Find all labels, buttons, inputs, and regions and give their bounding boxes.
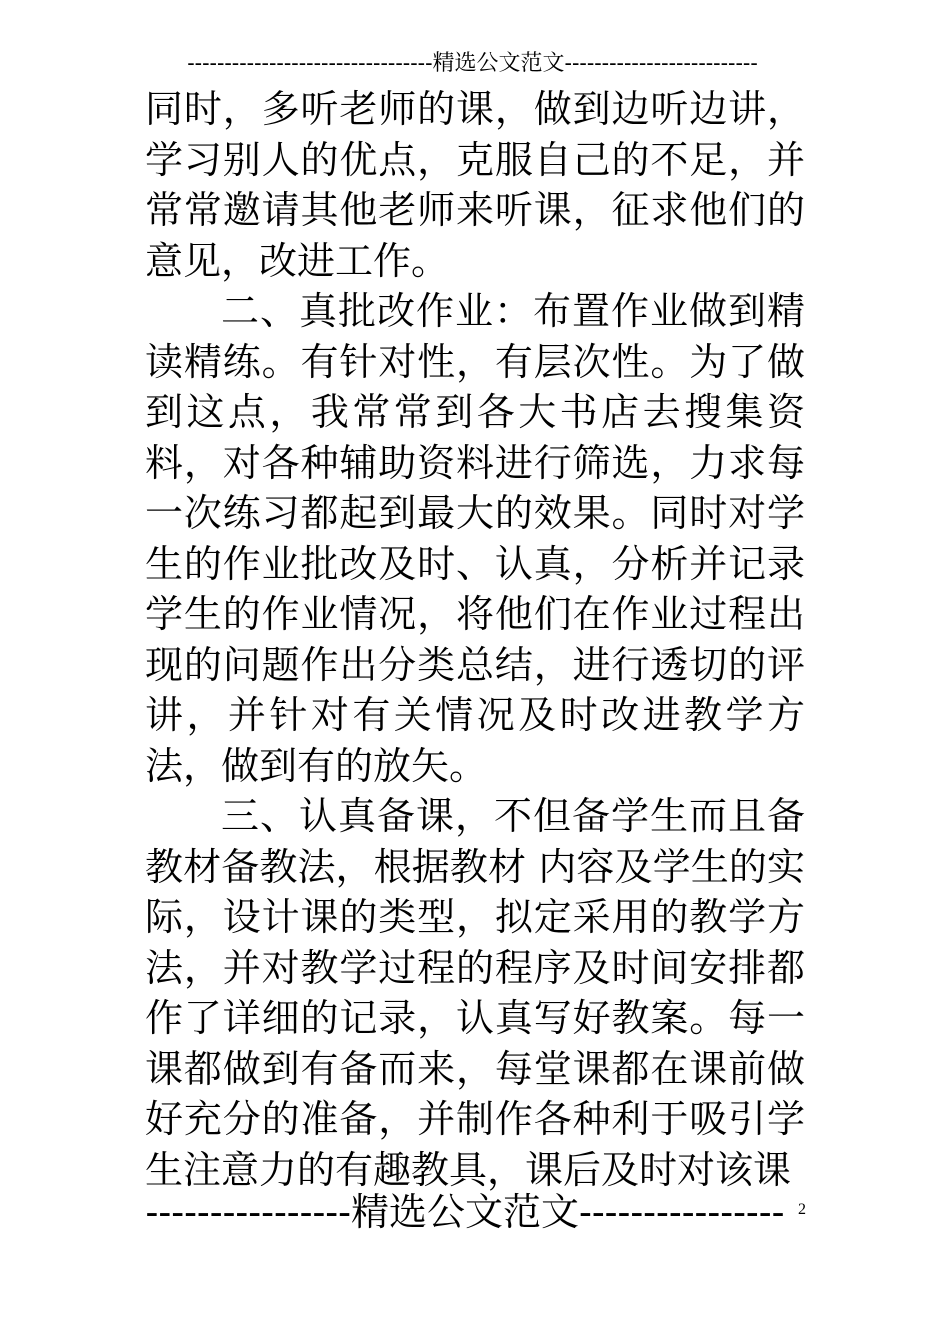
- page-number: 2: [798, 1201, 806, 1218]
- document-body: [145, 84, 805, 1195]
- paragraph-lesson-preparation: 三、认真备课，不但备学生而且备教材备教法，根据教材 内容及学生的实际，设计课的类型，拟定采用的教学方法，并对教学过程的程序及时间安排都作了详细的记录，认真写好教案。每一课都做到有备而来，每堂课都在课前做好充分的准备，并制作各种利于吸引学生注意力的有趣教具，课后及时对该课: [145, 794, 805, 1192]
- paragraph-continuation: 同时，多听老师的课，做到边听边讲，学习别人的优点，克服自己的不足，并常常邀请其他老师来听课，征求他们的意见，改进工作。: [145, 87, 805, 283]
- page-footer: ----------------精选公文范文----------------: [145, 1190, 785, 1234]
- page-header: ---------------------------------精选公文范文--------------------------: [187, 51, 758, 76]
- paragraph-homework-correction: 二、真批改作业：布置作业做到精读精练。有针对性，有层次性。为了做到这点，我常常到各大书店去搜集资料，对各种辅助资料进行筛选，力求每一次练习都起到最大的效果。同时对学生的作业批改及时、认真，分析并记录学生的作业情况，将他们在作业过程出现的问题作出分类总结，进行透切的评讲，并针对有关情况及时改进教学方法，做到有的放矢。: [145, 289, 805, 788]
